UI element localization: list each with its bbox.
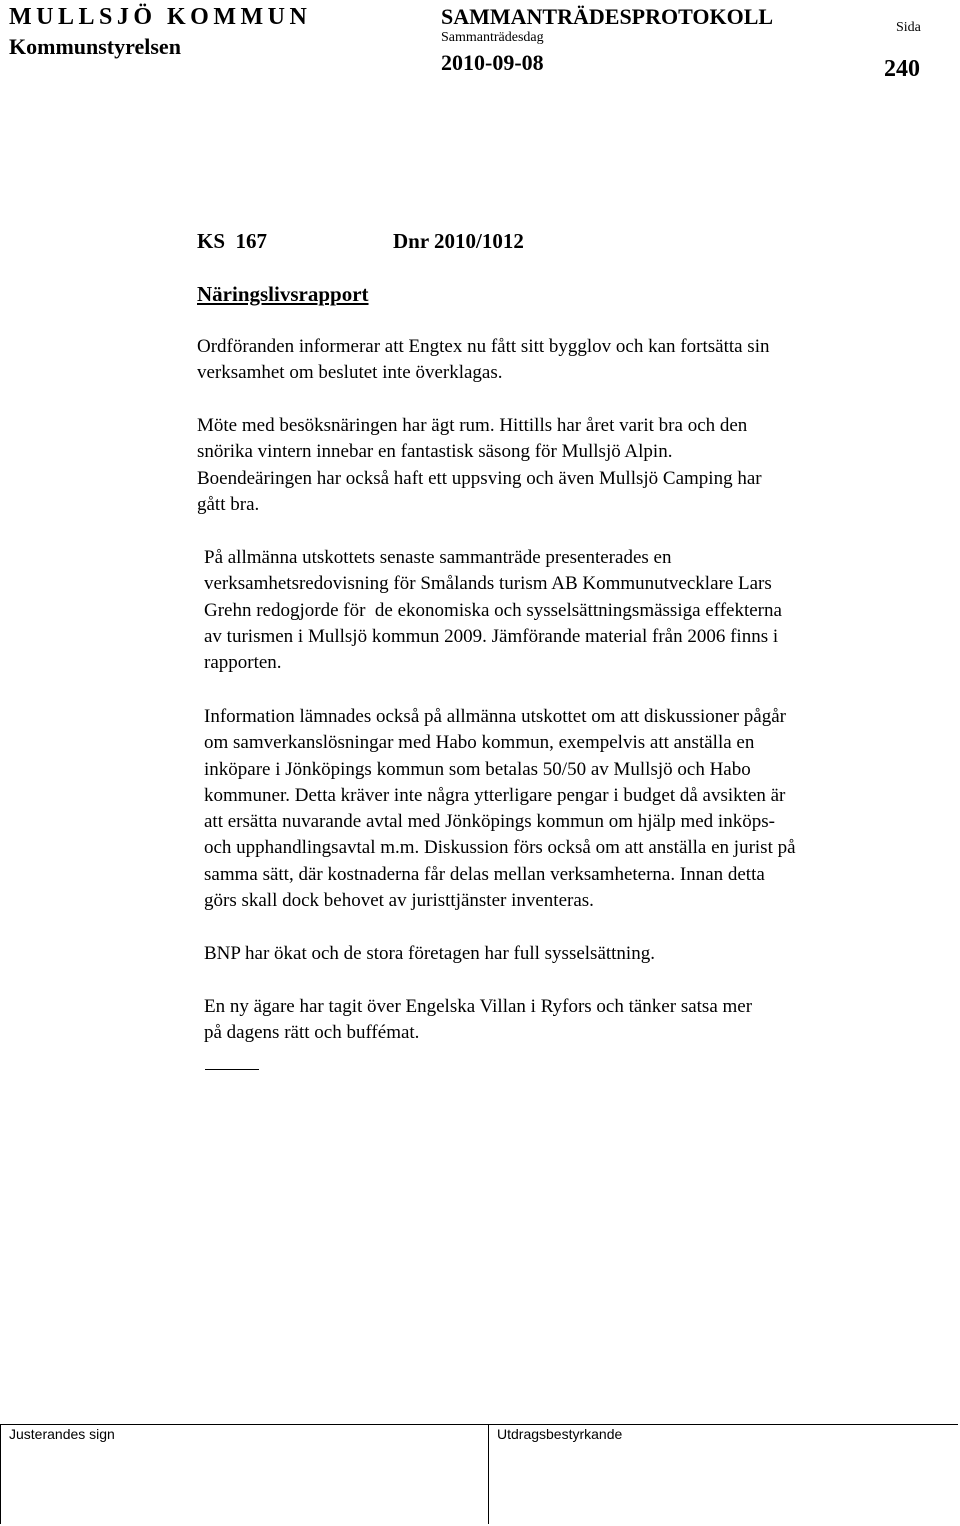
page-label: Sida <box>896 20 921 35</box>
paragraph-line: och upphandlingsavtal m.m. Diskussion förs också om att anställa en jurist på <box>204 837 796 859</box>
diary-number: Dnr 2010/1012 <box>393 229 524 253</box>
paragraph-line: på dagens rätt och buffémat. <box>204 1022 420 1044</box>
paragraph-engtex <box>197 334 917 387</box>
paragraph-line: samma sätt, där kostnaderna får delas mellan verksamheterna. Innan detta <box>204 863 765 885</box>
utdragsbestyrkande-label: Utdragsbestyrkande <box>497 1426 623 1442</box>
paragraph-line: snörika vintern innebar en fantastisk säsong för Mullsjö Alpin. <box>197 441 673 463</box>
municipality-name: MULLSJÖ KOMMUN <box>9 4 312 30</box>
paragraph-engelska-villan <box>204 994 924 1047</box>
paragraph-line: Ordföranden informerar att Engtex nu fått sitt bygglov och kan fortsätta sin <box>197 336 770 357</box>
meeting-date: 2010-09-08 <box>441 50 544 75</box>
meeting-date-label: Sammanträdesdag <box>441 30 544 45</box>
paragraph-line: Information lämnades också på allmänna utskottet om att diskussioner pågår <box>204 706 786 727</box>
footer-divider <box>488 1424 489 1524</box>
protocol-title: SAMMANTRÄDESPROTOKOLL <box>441 4 774 29</box>
end-of-section-line <box>205 1069 259 1070</box>
paragraph-line: kommuner. Detta kräver inte några ytterligare pengar i budget då avsikten är <box>204 784 786 806</box>
section-heading <box>197 229 524 254</box>
paragraph-line: om samverkanslösningar med Habo kommun, exempelvis att anställa en <box>204 732 755 754</box>
footer-left-border <box>0 1424 1 1524</box>
paragraph-line: gått bra. <box>197 493 260 515</box>
paragraph-line: En ny ägare har tagit över Engelska Villan i Ryfors och tänker satsa mer <box>204 996 753 1017</box>
paragraph-gdp <box>204 941 924 967</box>
paragraph-line: Grehn redogjorde för de ekonomiska och sysselsättningsmässiga effekterna <box>204 599 782 621</box>
paragraph-habo-cooperation <box>204 704 944 914</box>
justerandes-sign-label: Justerandes sign <box>9 1426 115 1442</box>
paragraph-tourism-meeting <box>197 413 917 518</box>
paragraph-line: verksamhetsredovisning för Smålands turism AB Kommunutvecklare Lars <box>204 573 772 595</box>
paragraph-line: av turismen i Mullsjö kommun 2009. Jämförande material från 2006 finns i <box>204 625 779 647</box>
paragraph-line: BNP har ökat och de stora företagen har full sysselsättning. <box>204 943 655 964</box>
section-number: KS 167 <box>197 229 268 253</box>
paragraph-line: rapporten. <box>204 652 282 674</box>
page-number: 240 <box>884 56 920 82</box>
paragraph-line: På allmänna utskottets senaste sammanträde presenterades en <box>204 547 672 568</box>
paragraph-line: Möte med besöksnäringen har ägt rum. Hittills har året varit bra och den <box>197 415 748 436</box>
paragraph-line: inköpare i Jönköpings kommun som betalas 50/50 av Mullsjö och Habo <box>204 758 751 780</box>
footer-rule <box>0 1424 958 1425</box>
section-subject: Näringslivsrapport <box>197 282 369 306</box>
paragraph-line: Boendeäringen har också haft ett uppsving och även Mullsjö Camping har <box>197 467 762 489</box>
paragraph-committee-report <box>204 545 934 676</box>
board-name: Kommunstyrelsen <box>9 34 181 59</box>
paragraph-line: att ersätta nuvarande avtal med Jönköpings kommun om hjälp med inköps- <box>204 811 775 833</box>
paragraph-line: görs skall dock behovet av juristtjänster inventeras. <box>204 890 594 912</box>
paragraph-line: verksamhet om beslutet inte överklagas. <box>197 362 503 384</box>
